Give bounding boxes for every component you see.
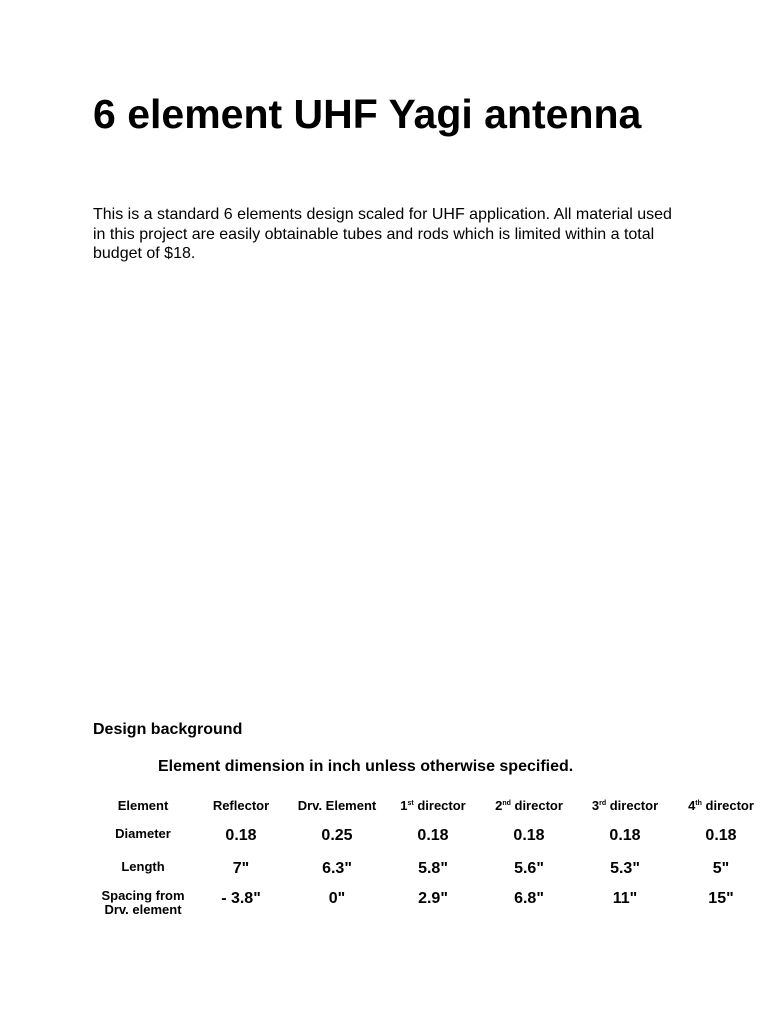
row-label-diameter: Diameter [115, 826, 171, 841]
header-director-1 [385, 792, 481, 818]
header-director-4-num: 4 [688, 797, 696, 813]
table-cell: 0.18 [609, 827, 641, 844]
header-director-4-ordinal: th [695, 799, 702, 807]
table-cell: 0.18 [705, 827, 737, 844]
header-director-1-ordinal: st [407, 799, 414, 807]
row-label-length: Length [121, 859, 165, 874]
table-cell: 5.6" [514, 860, 544, 877]
header-director-2 [481, 792, 577, 818]
header-director-1-word: director [413, 797, 466, 813]
table-cell: 6.8" [514, 890, 544, 907]
table-cell: 0.25 [321, 827, 353, 844]
table-header-row [93, 792, 768, 818]
row-label-spacing-line2: Drv. element [104, 902, 182, 917]
header-director-2-word: director [510, 797, 563, 813]
table-caption: Element dimension in inch unless otherwise specified. [158, 758, 574, 775]
table-cell: 11" [612, 890, 638, 907]
table-row-spacing [93, 884, 768, 922]
table-cell: 5.3" [610, 860, 640, 877]
header-element: Element [117, 797, 169, 813]
table-cell: 0.18 [513, 827, 545, 844]
header-director-3-word: director [606, 797, 659, 813]
table-cell: 5.8" [418, 860, 448, 877]
header-director-3 [577, 792, 673, 818]
header-director-2-ordinal: nd [502, 799, 511, 807]
header-director-4-word: director [701, 797, 754, 813]
table-cell: 0" [328, 890, 346, 907]
table-row-diameter [93, 818, 768, 850]
table-cell: 15" [708, 890, 734, 907]
table-cell: 2.9" [418, 890, 448, 907]
section-heading: Design background [93, 721, 243, 738]
header-director-1-num: 1 [400, 797, 408, 813]
header-driven-element: Drv. Element [297, 797, 377, 813]
header-director-3-ordinal: rd [599, 799, 607, 807]
table-cell: 0.18 [417, 827, 449, 844]
header-director-4 [673, 792, 768, 818]
table-cell: 6.3" [322, 860, 352, 877]
intro-paragraph: This is a standard 6 elements design scaled for UHF application. All material used in this project are easily obtainable tubes and rods which is limited within a total budget of $18. [93, 206, 672, 262]
page-title: 6 element UHF Yagi antenna [93, 91, 642, 137]
header-reflector: Reflector [212, 797, 270, 813]
row-label-spacing-line1: Spacing from [101, 888, 185, 903]
table-cell: 7" [232, 860, 250, 877]
row-label-spacing [93, 884, 193, 922]
header-director-2-num: 2 [495, 797, 503, 813]
table-cell: - 3.8" [221, 890, 261, 907]
table-row-length [93, 850, 768, 884]
header-director-3-num: 3 [591, 797, 600, 813]
table-cell: 5" [712, 860, 730, 877]
table-cell: 0.18 [225, 827, 257, 844]
element-dimension-table [93, 792, 768, 922]
